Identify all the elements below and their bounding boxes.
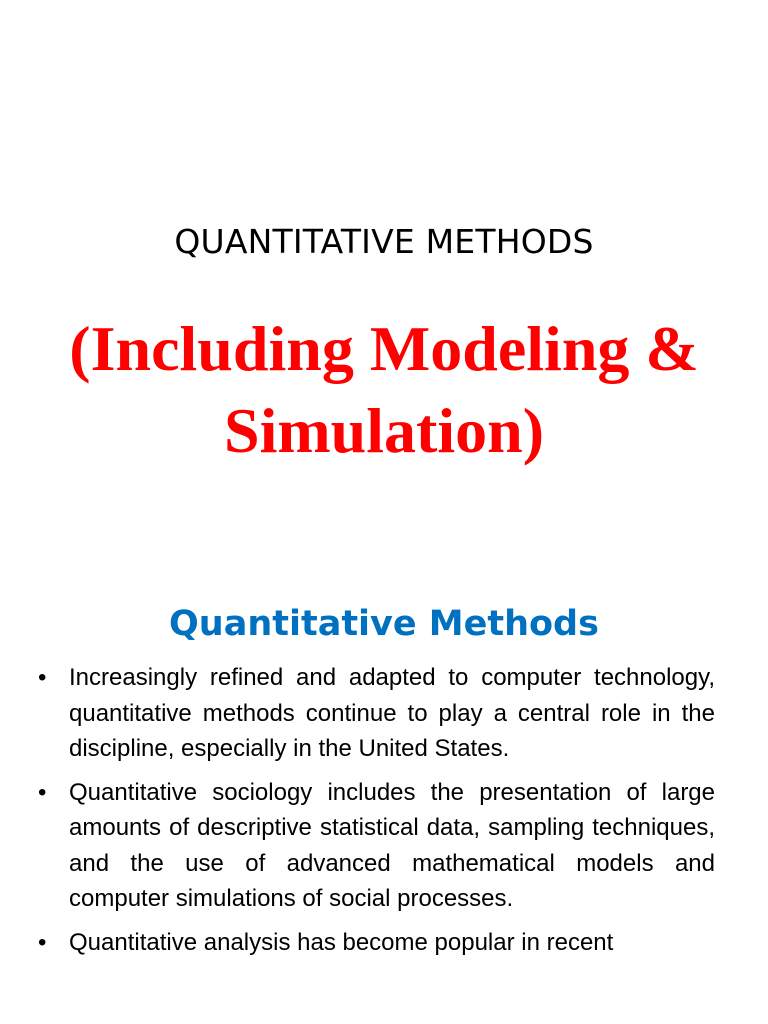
slide-subtitle: (Including Modeling & Simulation) bbox=[69, 313, 699, 466]
content-slide-heading: Quantitative Methods bbox=[169, 604, 599, 644]
bullet-item bbox=[0, 660, 768, 767]
bullet-item bbox=[0, 925, 768, 961]
bullet-marker: • bbox=[38, 778, 47, 806]
bullet-marker: • bbox=[38, 928, 47, 956]
slide-title: QUANTITATIVE METHODS bbox=[174, 222, 594, 261]
bullet-text: Quantitative sociology includes the presentation of large amounts of descriptive statistical data, sampling techniques, and the use of advanced mathematical models and computer simulations of social processes. bbox=[69, 778, 715, 912]
bullet-text: Quantitative analysis has become popular in recent bbox=[69, 928, 614, 956]
content-slide bbox=[0, 576, 768, 1024]
bullet-text: Increasingly refined and adapted to computer technology, quantitative methods continue to play a central role in the discipline, especially in the United States. bbox=[69, 664, 715, 762]
bullet-list bbox=[0, 660, 768, 968]
bullet-marker: • bbox=[38, 664, 47, 691]
bullet-item bbox=[0, 775, 768, 917]
